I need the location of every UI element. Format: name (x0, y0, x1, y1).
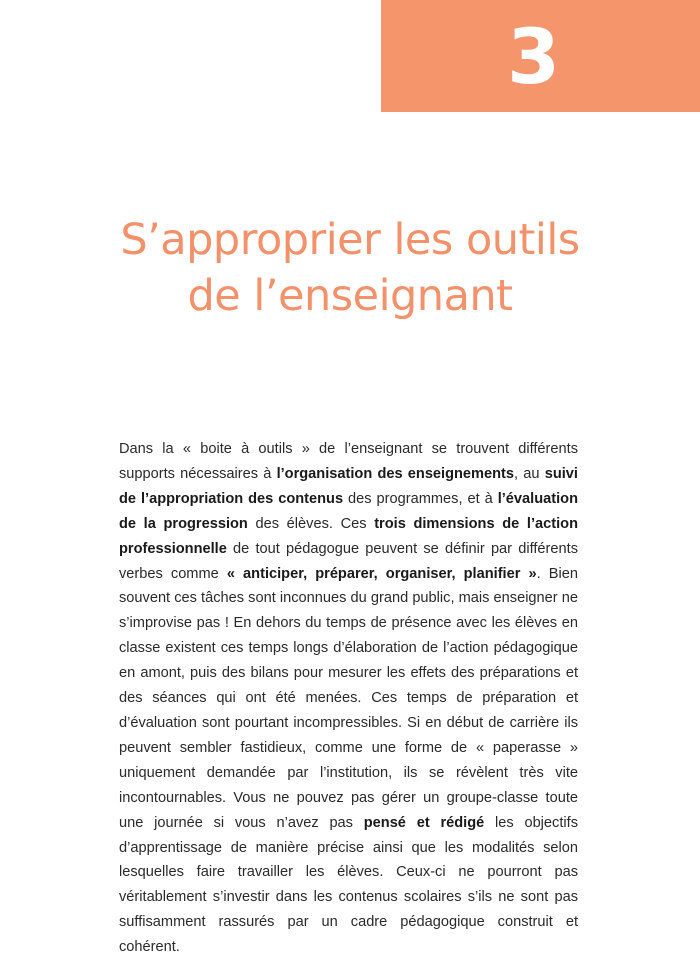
paragraph-emphasis: « anticiper, préparer, organiser, planifier » (226, 565, 537, 582)
paragraph-emphasis: pensé et rédigé (363, 814, 485, 831)
chapter-number-box (381, 0, 700, 112)
paragraph-emphasis: trois dimensions de l’action professionnelle (119, 515, 578, 557)
intro-paragraph (119, 437, 578, 960)
paragraph-run: les objectifs d’apprentissage de manière précise ainsi que les modalités selon lesquelles faire travailler les élèves. Ceux-ci ne pourront pas véritablement s’investir dans les contenus scolaires s’ils ne sont pas suffisamment rassurés par un cadre pédagogique construit et cohérent. (119, 814, 578, 956)
chapter-title (0, 212, 700, 324)
paragraph-run: Dans la « boite à outils » de l’enseignant se trouvent différents supports nécessaires à (119, 441, 578, 482)
paragraph-run: de tout pédagogue peuvent se définir par différents verbes comme (119, 540, 578, 582)
chapter-number: 3 (507, 12, 560, 101)
paragraph-emphasis: suivi de l’appropriation des contenus (119, 465, 578, 507)
chapter-title-line-1: S’approprier les outils (120, 215, 580, 265)
chapter-title-line-2: de l’enseignant (187, 271, 513, 321)
paragraph-emphasis: l’évaluation de la progression (119, 490, 578, 532)
paragraph-run: . Bien souvent ces tâches sont inconnues du grand public, mais enseigner ne s’improvise pas ! En dehors du temps de présence avec les élèves en classe existent ces temps longs d’élaboration de l’action pédagogique en amont, puis des bilans pour mesurer les effets des préparations et des séances qui ont été menées. Ces temps de préparation et d’évaluation sont pourtant incompressibles. Si en début de carrière ils peuvent sembler fastidieux, comme une forme de « paperasse » uniquement demandée par l’institution, ils se révèlent très vite incontournables. Vous ne pouvez pas gérer un groupe-classe toute une journée si vous n’avez pas (119, 565, 578, 831)
paragraph-run: des programmes, et à (343, 490, 498, 507)
paragraph-run: des élèves. Ces (247, 515, 375, 532)
paragraph-run: , au (514, 465, 545, 482)
paragraph-emphasis: l’organisation des enseignements (276, 465, 515, 482)
